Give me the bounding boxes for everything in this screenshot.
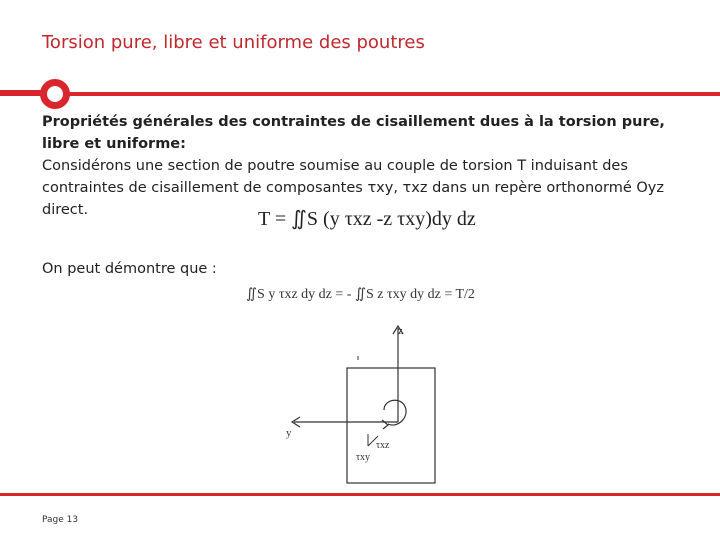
y-axis-label: y	[286, 427, 292, 439]
paragraph: Considérons une section de poutre soumise au couple de torsion T induisant des contraintes de cisaillement de composantes τxy, τxz dans un repère orthonormé Oyz direct.	[42, 158, 664, 218]
formula-torque: T = ∬S (y τxz -z τxy)dy dz	[258, 208, 476, 230]
txz-label: τxz	[376, 440, 390, 451]
header-rule	[0, 92, 720, 96]
slide-title: Torsion pure, libre et uniforme des poutres	[42, 32, 425, 53]
section-heading: Propriétés générales des contraintes de cisaillement dues à la torsion pure, libre et uniforme:	[42, 114, 665, 152]
formula-equality: ∬S y τxz dy dz = - ∬S z τxy dy dz = T/2	[246, 287, 475, 302]
footer-rule	[0, 493, 720, 496]
section-diagram	[280, 318, 450, 488]
demo-label: On peut démontre que :	[42, 261, 217, 277]
body-text	[42, 111, 672, 221]
page-number: Page 13	[42, 515, 79, 525]
txy-label: τxy	[356, 452, 371, 463]
z-axis-label: z	[398, 325, 403, 337]
header-ring-icon	[40, 79, 70, 109]
